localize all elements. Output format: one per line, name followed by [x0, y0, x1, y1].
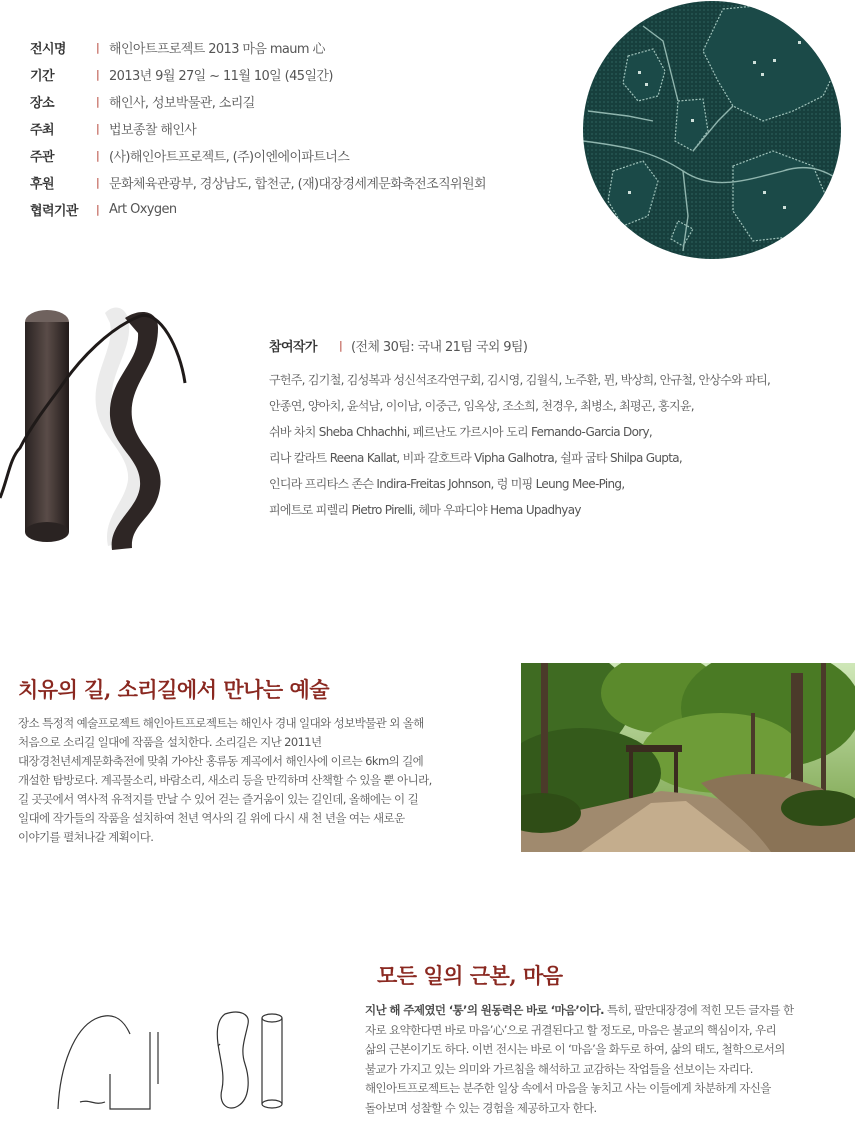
paragraph-line: 돌아보며 성찰할 수 있는 경험을 제공하고자 한다. — [365, 1100, 597, 1115]
log-sculpture-illustration — [0, 288, 200, 554]
info-label: 주최 — [30, 123, 54, 138]
exhibition-info — [30, 34, 486, 223]
info-value: 법보종찰 해인사 — [109, 123, 197, 138]
info-row-period — [30, 61, 486, 88]
paragraph-line: 장소 특정적 예술프로젝트 해인아트프로젝트는 해인사 경내 일대와 성보박물관 외 올해 — [18, 716, 424, 730]
info-value: 문화체육관광부, 경상남도, 합천군, (재)대장경세계문화축전조직위원회 — [109, 177, 486, 192]
paragraph-line: 처음으로 소리길 일대에 작품을 설치한다. 소리길은 지난 2011년 — [18, 735, 322, 749]
info-label: 전시명 — [30, 42, 66, 57]
lead-sentence: 지난 해 주제였던 ‘통’의 원동력은 바로 ‘마음’이다. — [365, 1003, 604, 1017]
paragraph-line: 삶의 근본이기도 하다. 이번 전시는 바로 이 ‘마음’을 화두로 하여, 삶의 태도, 철학으로서의 — [365, 1042, 785, 1057]
info-row-host — [30, 115, 486, 142]
separator-bar-icon: | — [96, 41, 100, 54]
artist-list-line: 리나 칼라트 Reena Kallat, 비파 갈호트라 Vipha Galhotra, 쉴파 굽타 Shilpa Gupta, — [269, 451, 682, 465]
participating-artists — [269, 336, 859, 523]
separator-bar-icon: | — [96, 122, 100, 135]
info-value: 2013년 9월 27일 ~ 11월 10일 (45일간) — [109, 69, 333, 84]
separator-bar-icon: | — [339, 339, 343, 352]
info-value: 해인아트프로젝트 2013 마음 maum 心 — [109, 42, 325, 57]
info-value: 해인사, 성보박물관, 소리길 — [109, 96, 255, 111]
section-body-mind — [365, 1001, 865, 1119]
separator-bar-icon: | — [96, 95, 100, 108]
info-row-partner — [30, 196, 486, 223]
paragraph-line — [365, 1001, 865, 1021]
info-value: (사)해인아트프로젝트, (주)이엔에이파트너스 — [109, 150, 350, 165]
info-row-title — [30, 34, 486, 61]
section-title-healing-path: 치유의 길, 소리길에서 만나는 예술 — [18, 677, 330, 702]
info-label: 협력기관 — [30, 204, 78, 219]
artist-list-line: 피에트로 피렐리 Pietro Pirelli, 헤마 우파디야 Hema Upadhyay — [269, 503, 581, 517]
separator-bar-icon: | — [96, 149, 100, 162]
paragraph-line: 불교가 가지고 있는 의미와 가르침을 해석하고 교감하는 작업들을 선보이는 자리다. — [365, 1061, 753, 1076]
artist-list-line: 인디라 프리타스 존슨 Indira-Freitas Johnson, 렁 미핑 Leung Mee-Ping, — [269, 477, 625, 491]
separator-bar-icon: | — [96, 68, 100, 81]
info-value: Art Oxygen — [109, 202, 177, 217]
paragraph-line-rest: 특히, 팔만대장경에 적힌 모든 글자를 한 — [603, 1003, 794, 1017]
artists-header — [269, 336, 859, 355]
artist-list-line: 안종연, 양아치, 윤석남, 이이남, 이중근, 임옥상, 조소희, 천경우, 최병소, 최평곤, 홍지윤, — [269, 399, 694, 413]
line-sculpture-illustration — [50, 1004, 300, 1114]
info-row-sponsor — [30, 169, 486, 196]
section-body-healing-path — [18, 714, 518, 847]
info-label: 후원 — [30, 177, 54, 192]
separator-bar-icon: | — [96, 176, 100, 189]
paragraph-line: 대장경천년세계문화축전에 맞춰 가야산 홍류동 계곡에서 해인사에 이르는 6km의 길에 — [18, 754, 424, 768]
paragraph-line: 자로 요약한다면 바로 마음’心’으로 귀결된다고 할 정도로, 마음은 불교의 핵심이자, 우리 — [365, 1022, 776, 1037]
paragraph-line: 개설한 탐방로다. 계곡물소리, 바람소리, 새소리 등을 만끽하며 산책할 수 있을 뿐 아니라, — [18, 773, 432, 787]
artists-count: (전체 30팀: 국내 21팀 국외 9팀) — [351, 340, 528, 355]
forest-trail-photo — [521, 663, 855, 852]
paragraph-line: 이야기를 펼쳐나갈 계획이다. — [18, 830, 154, 844]
section-title-mind: 모든 일의 근본, 마음 — [377, 963, 563, 988]
paragraph-line: 길 곳곳에서 역사적 유적지를 만날 수 있어 걷는 즐거움이 있는 길인데, 올해에는 이 길 — [18, 792, 419, 806]
paragraph-line: 해인아트프로젝트는 분주한 일상 속에서 마음을 놓치고 사는 이들에게 차분하게 자신을 — [365, 1081, 771, 1096]
paragraph-line: 일대에 작가들의 작품을 설치하여 천년 역사의 길 위에 다시 새 천 년을 여는 새로운 — [18, 811, 405, 825]
info-label: 기간 — [30, 69, 54, 84]
circular-map-artwork — [583, 1, 841, 259]
artist-list-line: 구헌주, 김기철, 김성복과 성신석조각연구회, 김시영, 김월식, 노주환, 뮌, 박상희, 안규철, 안상수와 파티, — [269, 373, 771, 387]
info-row-venue — [30, 88, 486, 115]
info-row-organizer — [30, 142, 486, 169]
separator-bar-icon: | — [96, 203, 100, 216]
info-label: 장소 — [30, 96, 54, 111]
artists-label: 참여작가 — [269, 340, 317, 355]
artist-list-line: 쉬바 차치 Sheba Chhachhi, 페르난도 가르시아 도리 Fernando-Garcia Dory, — [269, 425, 652, 439]
info-label: 주관 — [30, 150, 54, 165]
